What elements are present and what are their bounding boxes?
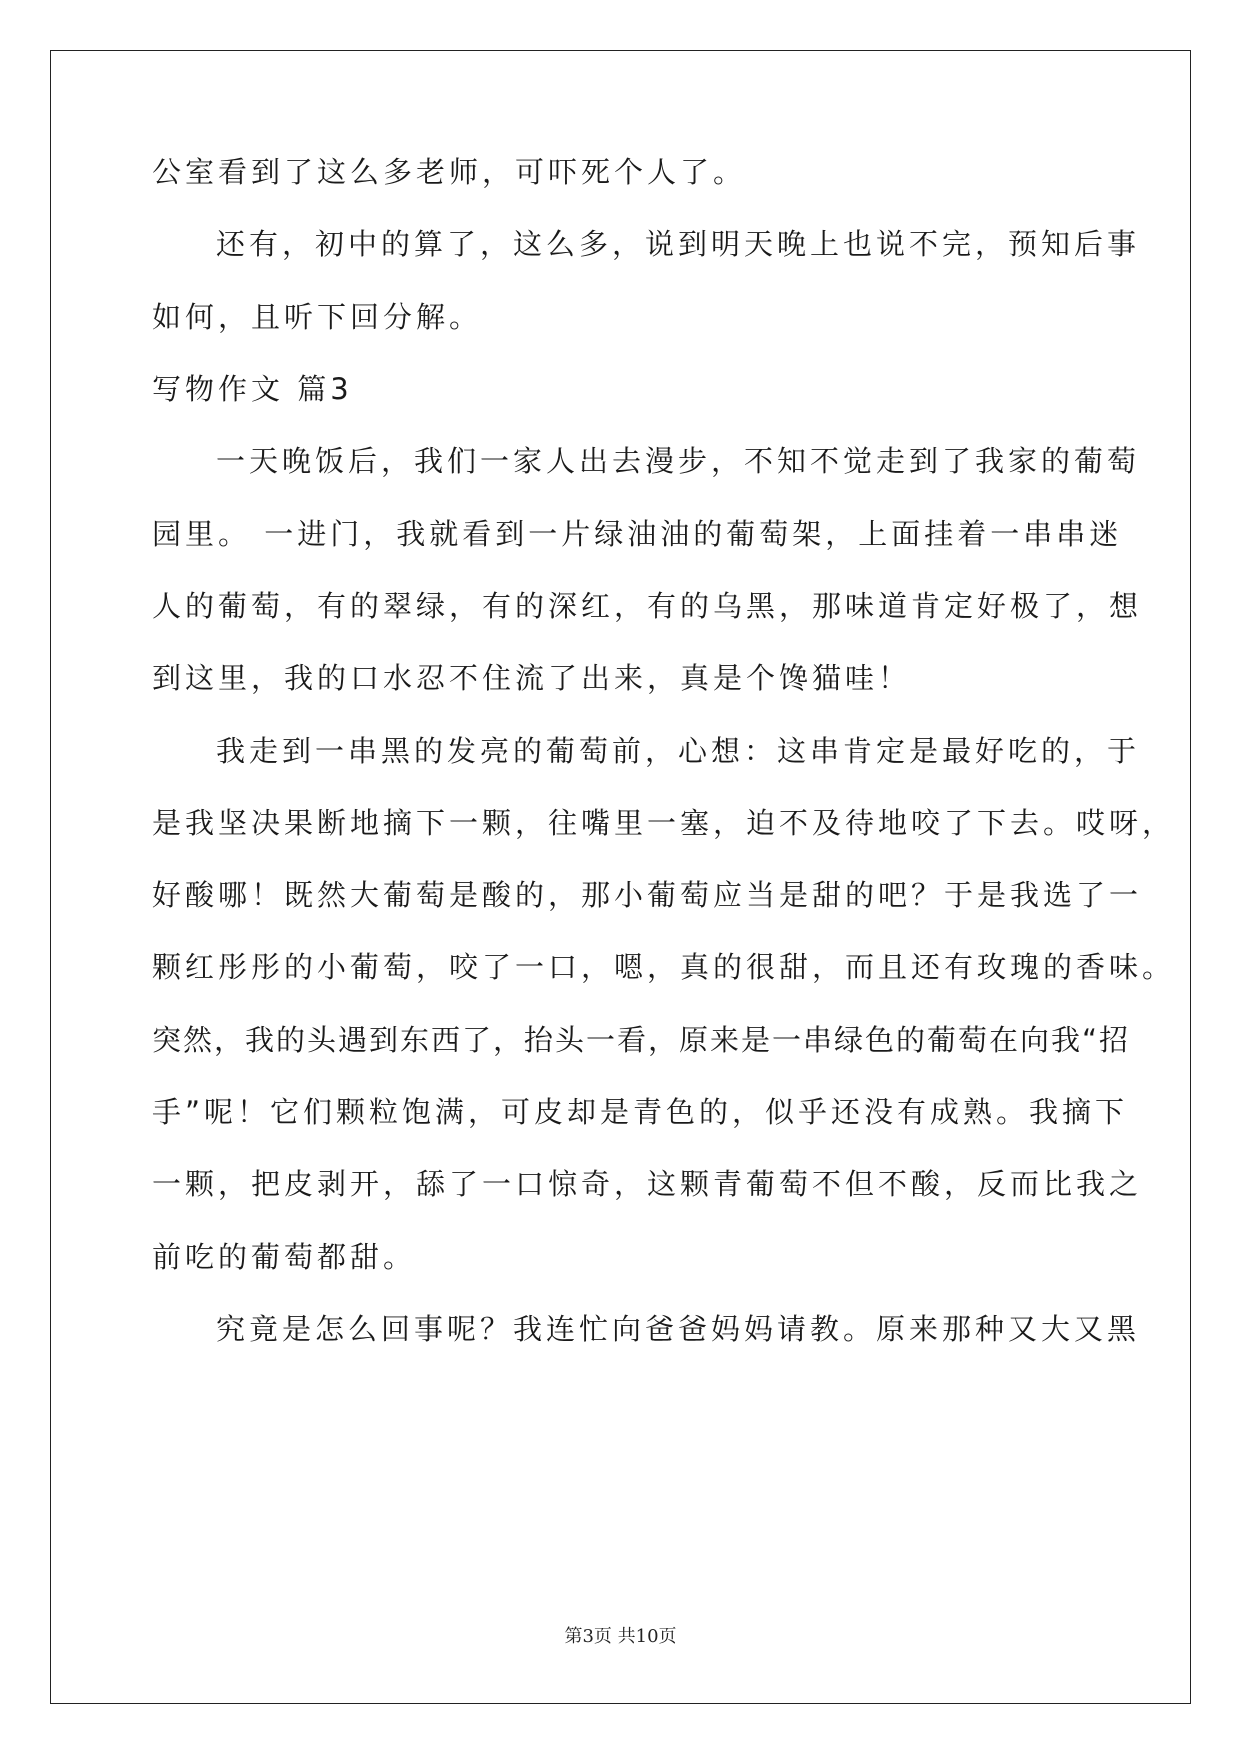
text-line-5: 一天晚饭后，我们一家人出去漫步，不知不觉走到了我家的葡萄: [216, 444, 1141, 478]
text-line-14: 手”呢！它们颗粒饱满，可皮却是青色的，似乎还没有成熟。我摘下: [152, 1095, 1129, 1129]
text-line-17: 究竟是怎么回事呢？我连忙向爸爸妈妈请教。原来那种又大又黑: [216, 1312, 1141, 1346]
text-line-6: 园里。 一进门，我就看到一片绿油油的葡萄架，上面挂着一串串迷: [152, 517, 1123, 551]
text-line-3: 如何，且听下回分解。: [152, 300, 483, 334]
page-number-footer: 第3页 共10页: [564, 1626, 677, 1647]
text-line-16: 前吃的葡萄都甜。: [152, 1240, 417, 1274]
text-line-1: 公室看到了这么多老师，可吓死个人了。: [152, 155, 747, 189]
text-line-12: 颗红彤彤的小葡萄，咬了一口，嗯，真的很甜，而且还有玫瑰的香味。: [152, 950, 1176, 984]
text-line-2: 还有，初中的算了，这么多，说到明天晚上也说不完，预知后事: [216, 227, 1141, 261]
text-line-13: 突然，我的头遇到东西了，抬头一看，原来是一串绿色的葡萄在向我“招: [152, 1023, 1131, 1057]
text-line-10: 是我坚决果断地摘下一颗，往嘴里一塞，迫不及待地咬了下去。哎呀，: [152, 806, 1176, 840]
text-line-8: 到这里，我的口水忍不住流了出来，真是个馋猫哇！: [152, 661, 912, 695]
text-line-15: 一颗，把皮剥开，舔了一口惊奇，这颗青葡萄不但不酸，反而比我之: [152, 1167, 1143, 1201]
text-line-7: 人的葡萄，有的翠绿，有的深红，有的乌黑，那味道肯定好极了，想: [152, 589, 1143, 623]
text-line-11: 好酸哪！既然大葡萄是酸的，那小葡萄应当是甜的吧？于是我选了一: [152, 878, 1143, 912]
text-line-9: 我走到一串黑的发亮的葡萄前，心想：这串肯定是最好吃的，于: [216, 734, 1141, 768]
section-heading: 写物作文 篇3: [152, 372, 353, 406]
